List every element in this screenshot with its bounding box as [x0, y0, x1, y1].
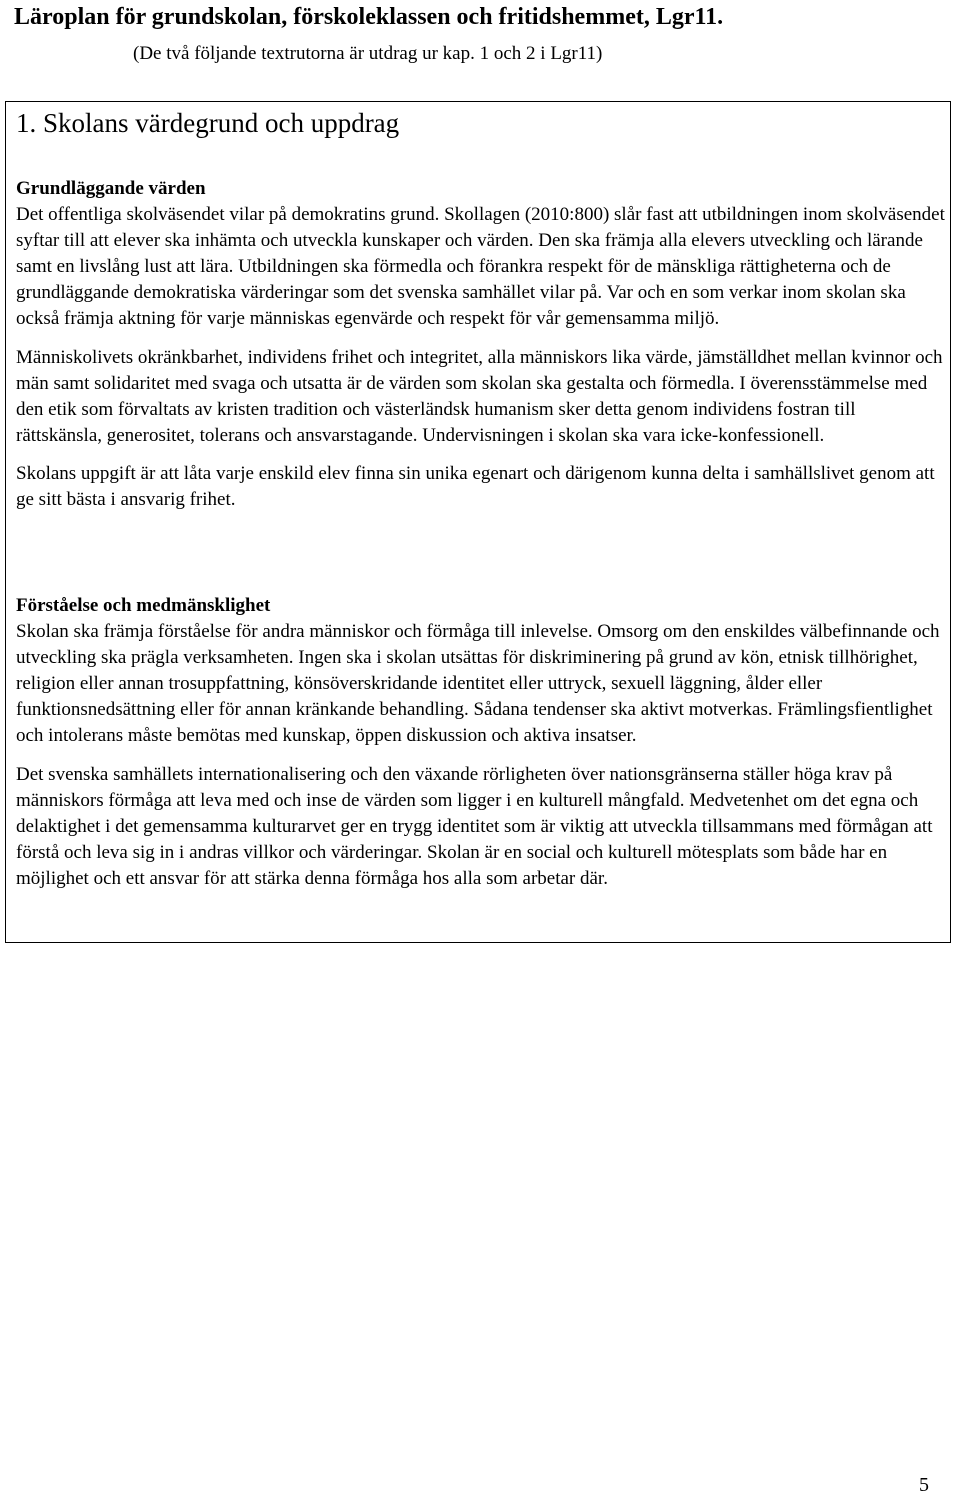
page-number: 5 — [919, 1474, 929, 1496]
section-heading: Förståelse och medmänsklighet — [16, 595, 271, 616]
document-title: Läroplan för grundskolan, förskoleklassen och fritidshemmet, Lgr11. — [14, 4, 724, 30]
paragraph: Skolan ska främja förståelse för andra människor och förmåga till inlevelse. Omsorg om den enskildes välbefinnande och utveckling ska prägla verksamheten. Ingen ska i skolan utsättas för diskriminering på grund av kön, etnisk tillhörighet, religion eller annan trosuppfattning, könsöverskridande identitet eller uttryck, sexuell läggning, ålder eller funktionsnedsättning eller för annan kränkande behandling. Sådana tendenser ska aktivt motverkas. Främlingsfientlighet och intolerans måste bemötas med kunskap, öppen diskussion och aktiva insatser. — [16, 621, 940, 747]
section-heading: Grundläggande värden — [16, 178, 206, 199]
chapter-heading: 1. Skolans värdegrund och uppdrag — [16, 108, 400, 138]
excerpt-textbox — [5, 101, 951, 943]
section-forstaelse-och-medmansklighet — [16, 593, 946, 892]
paragraph: Skolans uppgift är att låta varje enskild elev finna sin unika egenart och därigenom kunna delta i samhällslivet genom att ge sitt bästa i ansvarig frihet. — [16, 462, 935, 511]
section-grundlaggande-varden — [16, 176, 946, 513]
paragraph: Människolivets okränkbarhet, individens frihet och integritet, alla människors lika värde, jämställdhet mellan kvinnor och män samt solidaritet med svaga och utsatta är de värden som skolan ska gestalta och förmedla. I överensstämmelse med den etik som förvaltats av kristen tradition och västerländsk humanism sker detta genom individens fostran till rättskänsla, generositet, tolerans och ansvarstagande. Undervisningen i skolan ska vara icke-konfessionell. — [16, 346, 943, 446]
paragraph: Det svenska samhällets internationalisering och den växande rörligheten över nationsgränserna ställer höga krav på människors förmåga att leva med och inse de värden som ligger i en kulturell mångfald. Medvetenhet om det egna och delaktighet i det gemensamma kulturarvet ger en trygg identitet som är viktig att utveckla tillsammans med förmågan att förstå och leva sig in i andras villkor och värderingar. Skolan är en social och kulturell mötesplats som både har en möjlighet och ett ansvar för att stärka denna förmåga hos alla som arbetar där. — [16, 763, 933, 889]
excerpt-note: (De två följande textrutorna är utdrag ur kap. 1 och 2 i Lgr11) — [133, 43, 603, 64]
paragraph: Det offentliga skolväsendet vilar på demokratins grund. Skollagen (2010:800) slår fast att utbildningen inom skolväsendet syftar till att elever ska inhämta och utveckla kunskaper och värden. Den ska främja alla elevers utveckling och lärande samt en livslång lust att lära. Utbildningen ska förmedla och förankra respekt för de mänskliga rättigheterna och de grundläggande demokratiska värderingar som det svenska samhället vilar på. Var och en som verkar inom skolan ska också främja aktning för varje människas egenvärde och respekt för vår gemensamma miljö. — [16, 204, 945, 330]
